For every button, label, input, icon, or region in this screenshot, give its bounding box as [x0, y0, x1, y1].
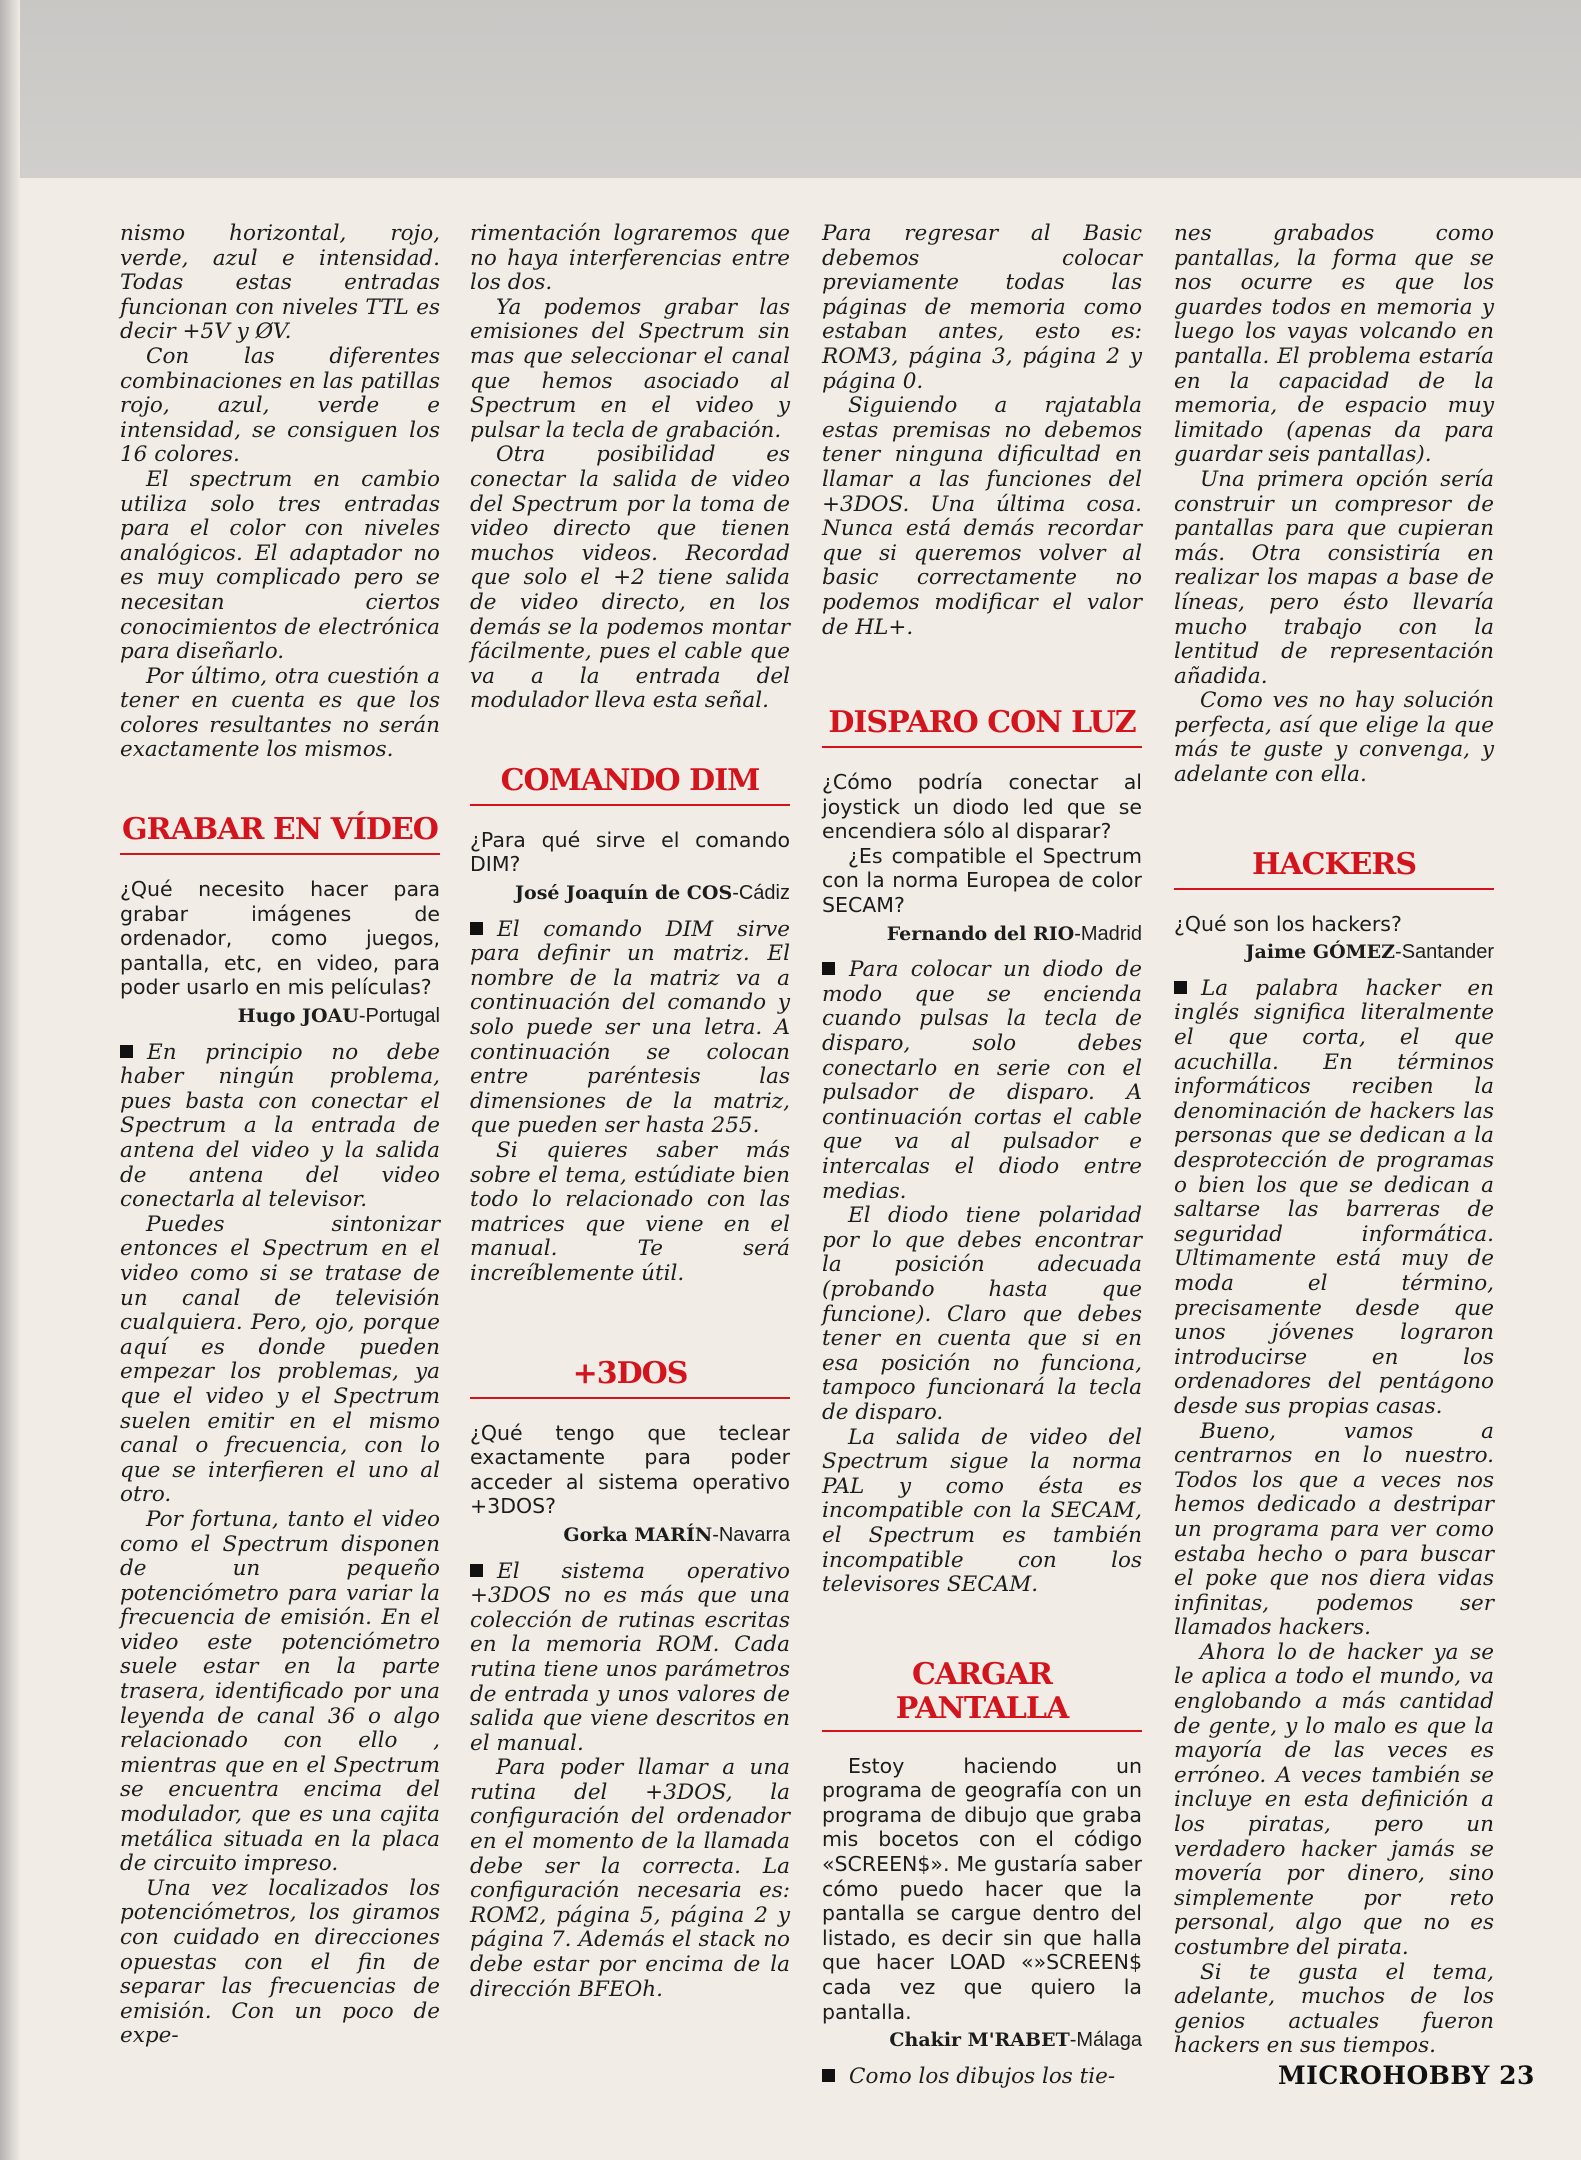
- reader-place: -Portugal: [358, 1005, 440, 1028]
- binding-edge: [0, 0, 20, 2160]
- column-4: [1174, 222, 1494, 2059]
- magazine-name: MICROHOBBY: [1278, 2061, 1490, 2090]
- reader-question: ¿Qué son los hackers?: [1174, 911, 1402, 936]
- answer-paragraph: El sistema operativo +3DOS no es más que una colección de rutinas escritas en la memoria ROM. Cada rutina tiene unos parámetros de entrada y unos valores de salida que viene descritos en el manual.: [470, 1558, 790, 1756]
- column-3: [822, 222, 1142, 2089]
- answer-paragraph: Puedes sintonizar entonces el Spectrum en el video como si se tratase de un canal de televisión cualquiera. Pero, ojo, porque aquí es donde pueden empezar los problemas, ya que el video y el Spectrum suelen emitir en el mismo canal o frecuencia, con lo que se interfieren el uno al otro.: [120, 1211, 440, 1508]
- answer-marker-icon: [1174, 981, 1187, 994]
- reader-place: -Navarra: [712, 1523, 790, 1546]
- reader-signature: [470, 881, 790, 906]
- reader-signature: [822, 922, 1142, 947]
- answer-paragraph: Si te gusta el tema, adelante, muchos de los genios actuales fueron hackers en sus tiempos.: [1174, 1959, 1494, 2059]
- column-1: [120, 222, 440, 2049]
- reader-signature: [1174, 940, 1494, 965]
- answer-marker-icon: [470, 922, 483, 935]
- section-heading-grabar-en-video: GRABAR EN VÍDEO: [120, 791, 440, 855]
- answer-marker-icon: [822, 2069, 835, 2082]
- reader-name: José Joaquín de COS: [515, 882, 733, 905]
- answer-marker-icon: [120, 1045, 133, 1058]
- paragraph: Para regresar al Basic debemos colocar previamente todas las páginas de memoria como estaban antes, esto es: ROM3, página 3, página 2 y página 0.: [822, 221, 1142, 394]
- answer-paragraph: Como los dibujos los tie-: [822, 2065, 1142, 2090]
- paragraph: Una primera opción sería construir un compresor de pantallas para que cupieran más. Otra consistiría en realizar los mapas a base de líneas, pero ésto llevaría mucho trabajo con la lentitud de representación añadida.: [1174, 466, 1494, 689]
- section-heading-hackers: HACKERS: [1174, 826, 1494, 890]
- reader-place: -Santander: [1395, 941, 1494, 964]
- answer-paragraph: La salida de video del Spectrum sigue la norma PAL y como ésta es incompatible con la SECAM, el Spectrum es también incompatible con los televisores SECAM.: [822, 1424, 1142, 1598]
- answer-paragraph: Bueno, vamos a centrarnos en lo nuestro. Todos los que a veces nos hemos dedicado a destripar un programa para ver como estaba hecho o para buscar el poke que nos diera vidas infinitas, podemos ser llamados hackers.: [1174, 1418, 1494, 1641]
- reader-name: Hugo JOAU: [237, 1005, 359, 1028]
- answer-paragraph: La palabra hacker en inglés significa literalmente el que corta, el que acuchilla. En términos informáticos reciben la denominación de hackers las personas que se dedican a la desprotección de programas o bien los que se dedican a saltarse las barreras de seguridad informática. Ultimamente está muy de moda el término, precisamente desde que unos jóvenes lograron introducirse en los ordenadores del pentágono desde sus propias casas.: [1174, 975, 1494, 1419]
- heading-line: CARGAR: [912, 1656, 1052, 1692]
- paragraph: El spectrum en cambio utiliza solo tres entradas para el color con niveles analógicos. El adaptador no es muy complicado pero se necesitan ciertos conocimientos de electrónica para diseñarlo.: [120, 466, 440, 665]
- top-gray-band: [0, 0, 1581, 178]
- reader-question: ¿Cómo podría conectar al joystick un diodo led que se encendiera sólo al disparar?: [822, 770, 1142, 844]
- paragraph: Como ves no hay solución perfecta, así que elige la que más te guste y convenga, y adelante con ella.: [1174, 688, 1494, 788]
- reader-name: Gorka MARÍN: [563, 1523, 713, 1546]
- answer-marker-icon: [470, 1564, 483, 1577]
- reader-place: -Málaga: [1069, 2029, 1142, 2052]
- paragraph: Ya podemos grabar las emisiones del Spectrum sin mas que seleccionar el canal que hemos asociado al Spectrum en el video y pulsar la tecla de grabación.: [470, 294, 790, 443]
- answer-paragraph: El comando DIM sirve para definir un matriz. El nombre de la matriz va a continuación del comando y solo puede ser una letra. A continuación se colocan entre paréntesis las dimensiones de la matriz, que pueden ser hasta 255.: [470, 916, 790, 1139]
- paragraph: Otra posibilidad es conectar la salida de video del Spectrum por la toma de video directo que tienen muchos videos. Recordad que solo el +2 tiene salida de video directo, en los demás se la podemos montar fácilmente, pues el cable que va a la entrada del modulador lleva esta señal.: [470, 442, 790, 714]
- reader-question: ¿Es compatible el Spectrum con la norma Europea de color SECAM?: [822, 843, 1142, 918]
- reader-name: Chakir M'RABET: [889, 2029, 1070, 2052]
- page-footer: [1278, 2061, 1535, 2090]
- reader-question: ¿Qué tengo que teclear exactamente para poder acceder al sistema operativo +3DOS?: [470, 1420, 790, 1519]
- answer-paragraph: Por fortuna, tanto el video como el Spectrum disponen de un pequeño potenciómetro para variar la frecuencia de emisión. En el video este potenciómetro suele estar en la parte trasera, identificado por una leyenda de canal 36 o algo relacionado con ello , mientras que en el Spectrum se encuentra encima del modulador, que es una cajita metálica situada en la placa de circuito impreso.: [120, 1506, 440, 1877]
- reader-name: Jaime GÓMEZ: [1245, 941, 1396, 964]
- paragraph: nes grabados como pantallas, la forma que se nos ocurre es que los guardes todos en memoria y luego los vayas volcando en pantalla. El problema estaría en la capacidad de la memoria, de espacio muy limitado (apenas da para guardar seis pantallas).: [1174, 221, 1494, 468]
- answer-paragraph: Para colocar un diodo de modo que se encienda cuando pulsas la tecla de disparo, solo debes conectarlo en serie con el pulsador de disparo. A continuación cortas el cable que va al pulsador e intercalas el diodo entre medias.: [822, 957, 1142, 1204]
- reader-question: Estoy haciendo un programa de geografía con un programa de dibujo que graba mis bocetos con el código «SCREEN$». Me gustaría saber cómo puedo hacer que la pantalla se cargue dentro del listado, es decir sin que halla que hacer LOAD «»SCREEN$ cada vez que quiero la pantalla.: [822, 1753, 1142, 2024]
- paragraph: Siguiendo a rajatabla estas premisas no debemos tener ninguna dificultad en llamar a las funciones del +3DOS. Una última cosa. Nunca está demás recordar que si queremos volver al basic correctamente no podemos modificar el valor de HL+.: [822, 393, 1142, 640]
- answer-paragraph: En principio no debe haber ningún problema, pues basta con conectar el Spectrum a la entrada de antena del video y la salida de antena del video conectarla al televisor.: [120, 1039, 440, 1213]
- reader-name: Fernando del RIO: [886, 922, 1075, 945]
- column-2: [470, 222, 790, 2002]
- section-heading-comando-dim: COMANDO DIM: [470, 742, 790, 806]
- reader-signature: [120, 1004, 440, 1029]
- answer-paragraph: Una vez localizados los potenciómetros, los giramos con cuidado en direcciones opuestas con el fin de separar las frecuencias de emisión. Con un poco de expe-: [120, 1875, 440, 2049]
- section-heading-cargar-pantalla: [822, 1638, 1142, 1732]
- answer-paragraph: Si quieres saber más sobre el tema, estúdiate bien todo lo relacionado con las matrices que viene en el manual. Te será increíblemente útil.: [470, 1138, 790, 1286]
- reader-place: -Madrid: [1074, 922, 1142, 945]
- answer-paragraph: Ahora lo de hacker ya se le aplica a todo el mundo, va englobando a más cantidad de gente, y lo malo es que la mayoría de las veces es erróneo. A veces también se incluye en esta definición a los piratas, pero un verdadero hacker jamás se movería por dinero, sino simplemente por reto personal, algo que no es costumbre del pirata.: [1174, 1639, 1494, 1960]
- reader-signature: [822, 2028, 1142, 2053]
- reader-signature: [470, 1523, 790, 1548]
- answer-marker-icon: [822, 962, 835, 975]
- section-heading-3dos: +3DOS: [470, 1335, 790, 1399]
- paragraph: rimentación lograremos que no haya interferencias entre los dos.: [470, 221, 790, 296]
- paragraph: Con las diferentes combinaciones en las patillas rojo, azul, verde e intensidad, se consiguen los 16 colores.: [120, 343, 440, 468]
- paragraph: Por último, otra cuestión a tener en cuenta es que los colores resultantes no serán exactamente los mismos.: [120, 663, 440, 763]
- paragraph: nismo horizontal, rojo, verde, azul e intensidad. Todas estas entradas funcionan con niveles TTL es decir +5V y ØV.: [120, 221, 440, 345]
- section-heading-disparo-con-luz: DISPARO CON LUZ: [822, 684, 1142, 748]
- reader-place: -Cádiz: [732, 882, 790, 905]
- heading-line: PANTALLA: [895, 1690, 1069, 1726]
- page-number: 23: [1499, 2061, 1535, 2090]
- reader-question: ¿Qué necesito hacer para grabar imágenes de ordenador, como juegos, pantalla, etc, en video, para poder usarlo en mis películas?: [120, 877, 440, 1000]
- answer-paragraph: Para poder llamar a una rutina del +3DOS, la configuración del ordenador en el momento de la llamada debe ser la correcta. La configuración necesaria es: ROM2, página 5, página 2 y página 7. Además el stack no debe estar por encima de la dirección BFEOh.: [470, 1755, 790, 2002]
- reader-question: ¿Para qué sirve el comando DIM?: [470, 827, 790, 877]
- answer-paragraph: El diodo tiene polaridad por lo que debes encontrar la posición adecuada (probando hasta que funcione). Claro que debes tener en cuenta que si en esa posición no funciona, tampoco funcionará la tecla de disparo.: [822, 1203, 1142, 1425]
